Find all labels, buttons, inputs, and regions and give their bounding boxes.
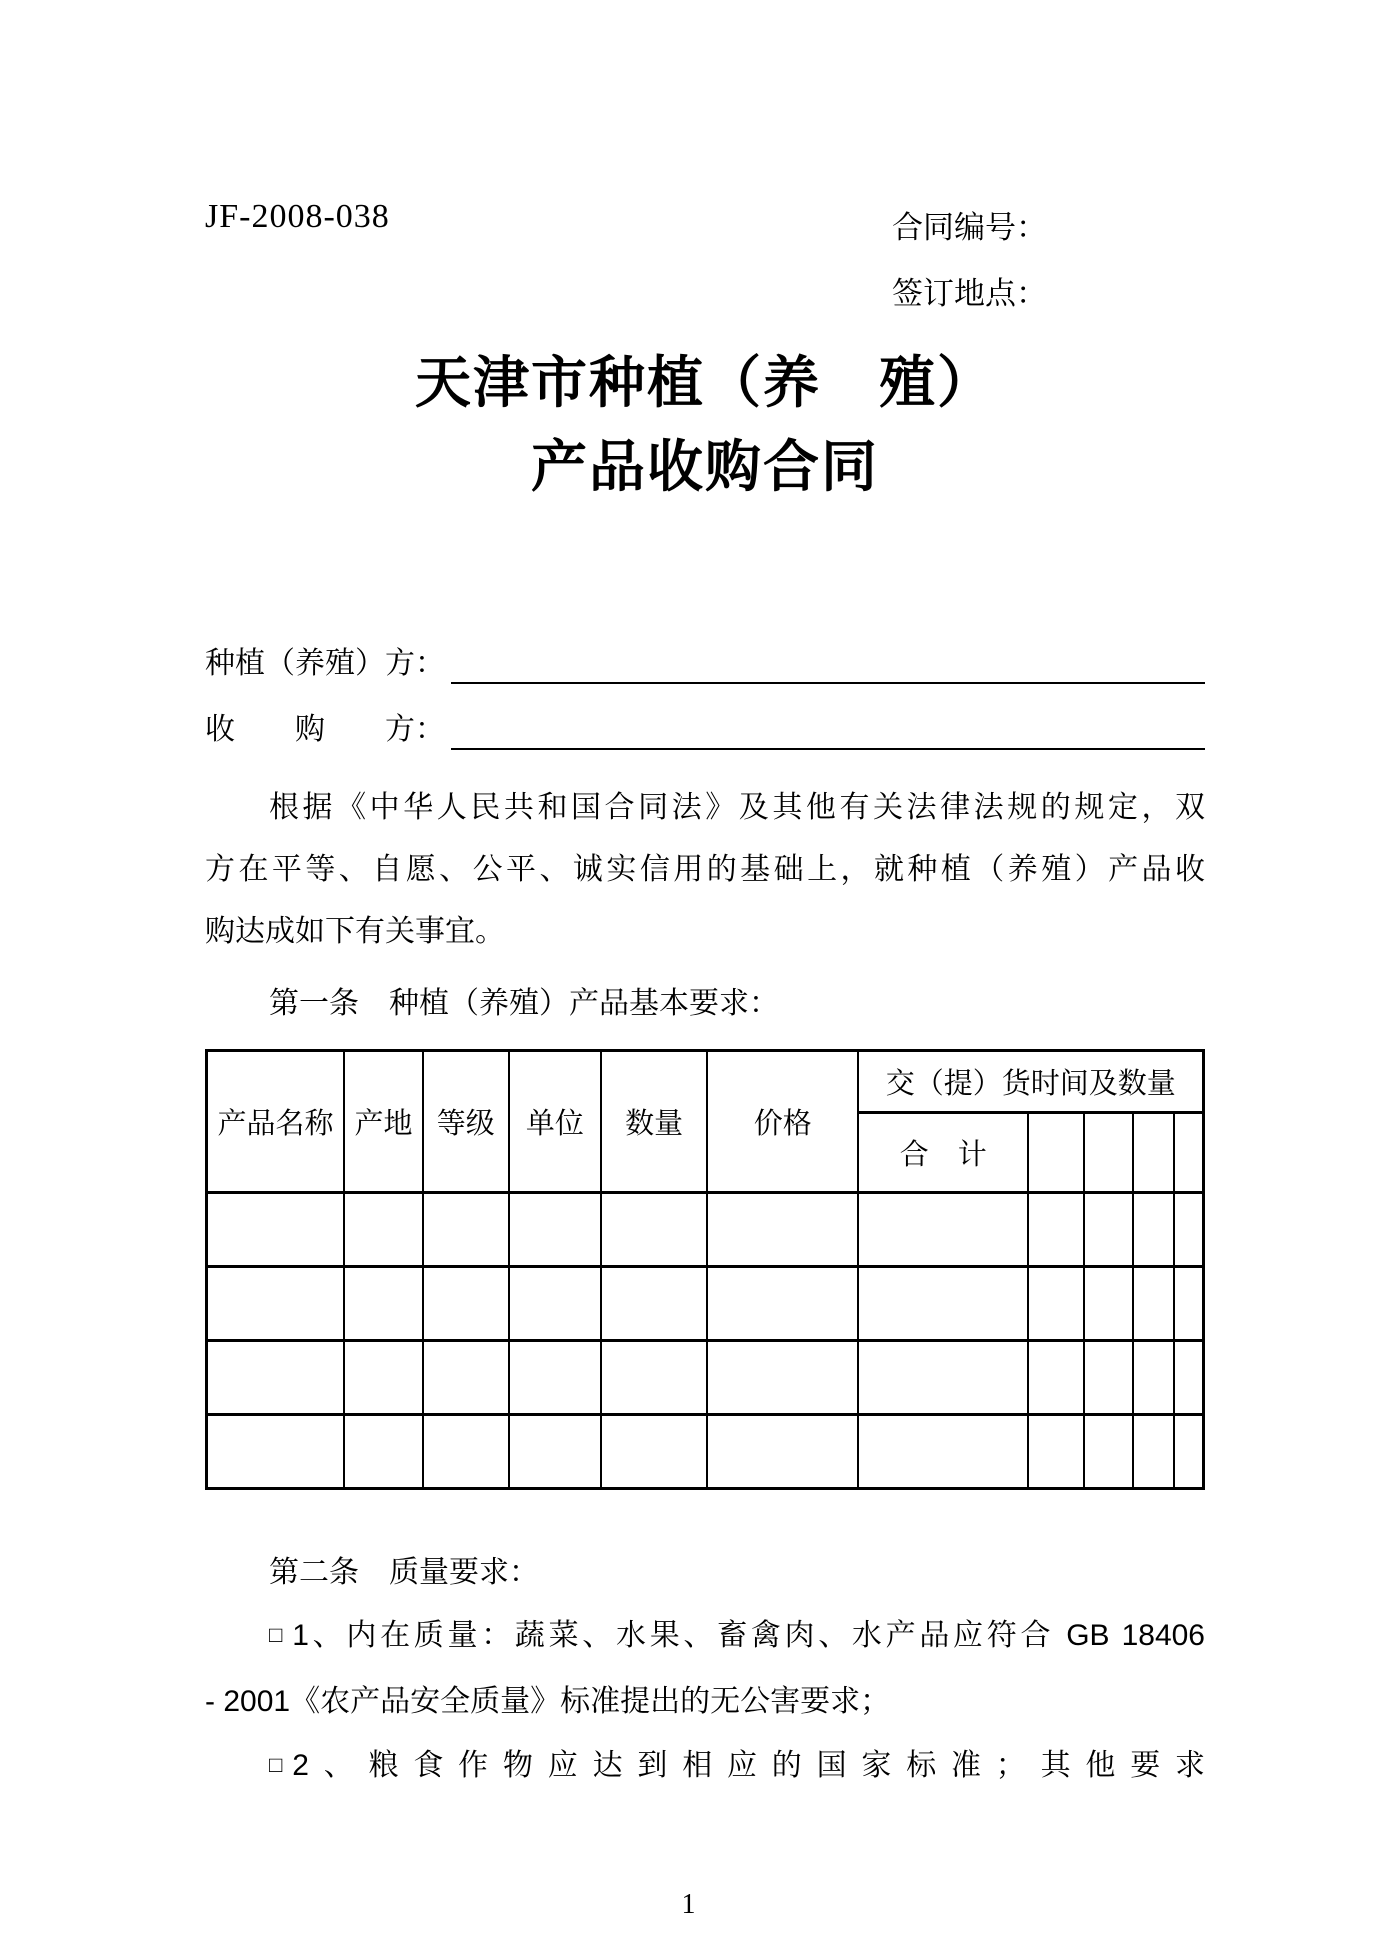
table-cell (1084, 1415, 1133, 1489)
article-2-section (205, 1542, 1205, 1800)
table-cell (207, 1267, 345, 1341)
table-cell (423, 1193, 509, 1267)
delivery-subcol-4 (1174, 1113, 1204, 1193)
quality-item-2 (205, 1734, 1205, 1800)
table-cell (858, 1193, 1027, 1267)
grower-party-line (205, 631, 1205, 697)
table-cell (1174, 1193, 1204, 1267)
table-cell (344, 1193, 423, 1267)
col-header-origin: 产地 (344, 1051, 423, 1193)
quality-item-1-text: 1、内在质量：蔬菜、水果、畜禽肉、水产品应符合 GB 18406 (292, 1619, 1205, 1652)
table-cell (1028, 1415, 1084, 1489)
table-cell (344, 1341, 423, 1415)
grower-label: 种植（养殖）方： (205, 647, 445, 680)
table-row (207, 1341, 1204, 1415)
table-row (207, 1193, 1204, 1267)
table-cell (509, 1415, 602, 1489)
grower-name-blank (451, 682, 1205, 684)
table-cell (1084, 1341, 1133, 1415)
document-header (205, 195, 1205, 327)
table-cell (1133, 1341, 1174, 1415)
table-cell (207, 1193, 345, 1267)
table-cell (1133, 1415, 1174, 1489)
table-cell (1028, 1267, 1084, 1341)
table-cell (207, 1341, 345, 1415)
table-cell (344, 1415, 423, 1489)
col-header-product-name: 产品名称 (207, 1051, 345, 1193)
table-cell (423, 1341, 509, 1415)
table-cell (1174, 1415, 1204, 1489)
table-cell (207, 1415, 345, 1489)
title-line-1: 天津市种植（养 殖） (415, 351, 995, 414)
table-cell (509, 1341, 602, 1415)
intro-line-2: 方在平等、自愿、公平、诚实信用的基础上，就种植（养殖）产品收 (205, 853, 1205, 886)
checkbox-icon: □ (269, 1622, 283, 1647)
delivery-subcol-1 (1028, 1113, 1084, 1193)
signing-place-label: 签订地点： (892, 276, 1047, 311)
checkbox-icon: □ (269, 1752, 283, 1777)
quality-item-1-line-2: - 2001《农产品安全质量》标准提出的无公害要求； (205, 1685, 891, 1718)
table-cell (858, 1415, 1027, 1489)
intro-line-3: 购达成如下有关事宜。 (205, 915, 505, 948)
delivery-subcol-2 (1084, 1113, 1133, 1193)
article-1-heading: 第一条 种植（养殖）产品基本要求： (269, 987, 779, 1020)
table-cell (707, 1341, 859, 1415)
table-cell (1028, 1193, 1084, 1267)
table-cell (1174, 1341, 1204, 1415)
contract-number-label: 合同编号： (892, 210, 1047, 245)
col-header-grade: 等级 (423, 1051, 509, 1193)
table-cell (601, 1193, 707, 1267)
table-cell (1174, 1267, 1204, 1341)
article-2-heading: 第二条 质量要求： (269, 1556, 539, 1589)
col-header-delivery: 交（提）货时间及数量 (858, 1051, 1203, 1113)
quality-item-1-line-1 (205, 1604, 1205, 1670)
col-header-quantity: 数量 (601, 1051, 707, 1193)
buyer-label: 收 购 方： (205, 713, 445, 746)
table-row (207, 1415, 1204, 1489)
document-code: JF-2008-038 (205, 198, 390, 235)
intro-line-1: 根据《中华人民共和国合同法》及其他有关法律法规的规定，双 (269, 791, 1205, 824)
table-cell (707, 1267, 859, 1341)
table-cell (1028, 1341, 1084, 1415)
col-header-unit: 单位 (509, 1051, 602, 1193)
table-cell (601, 1415, 707, 1489)
table-cell (509, 1193, 602, 1267)
parties-section (205, 631, 1205, 763)
table-cell (601, 1267, 707, 1341)
table-cell (858, 1267, 1027, 1341)
total-label-cell: 合 计 (858, 1113, 1027, 1193)
table-cell (423, 1267, 509, 1341)
table-cell (707, 1415, 859, 1489)
table-cell (344, 1267, 423, 1341)
table-cell (1084, 1267, 1133, 1341)
table-cell (707, 1193, 859, 1267)
table-cell (1133, 1193, 1174, 1267)
product-requirements-table (205, 1049, 1205, 1490)
quality-item-2-text: 2、粮食作物应达到相应的国家标准；其他要求 (292, 1749, 1205, 1782)
page-number: 1 (681, 1889, 696, 1920)
table-cell (858, 1341, 1027, 1415)
buyer-name-blank (451, 748, 1205, 750)
table-cell (423, 1415, 509, 1489)
table-cell (1084, 1193, 1133, 1267)
delivery-subcol-3 (1133, 1113, 1174, 1193)
table-cell (1133, 1267, 1174, 1341)
document-title (205, 341, 1205, 509)
col-header-price: 价格 (707, 1051, 859, 1193)
buyer-party-line (205, 697, 1205, 763)
intro-paragraph (205, 777, 1205, 963)
header-right-block (892, 195, 1047, 327)
table-cell (509, 1267, 602, 1341)
table-row (207, 1267, 1204, 1341)
title-line-2: 产品收购合同 (531, 435, 879, 498)
table-cell (601, 1341, 707, 1415)
